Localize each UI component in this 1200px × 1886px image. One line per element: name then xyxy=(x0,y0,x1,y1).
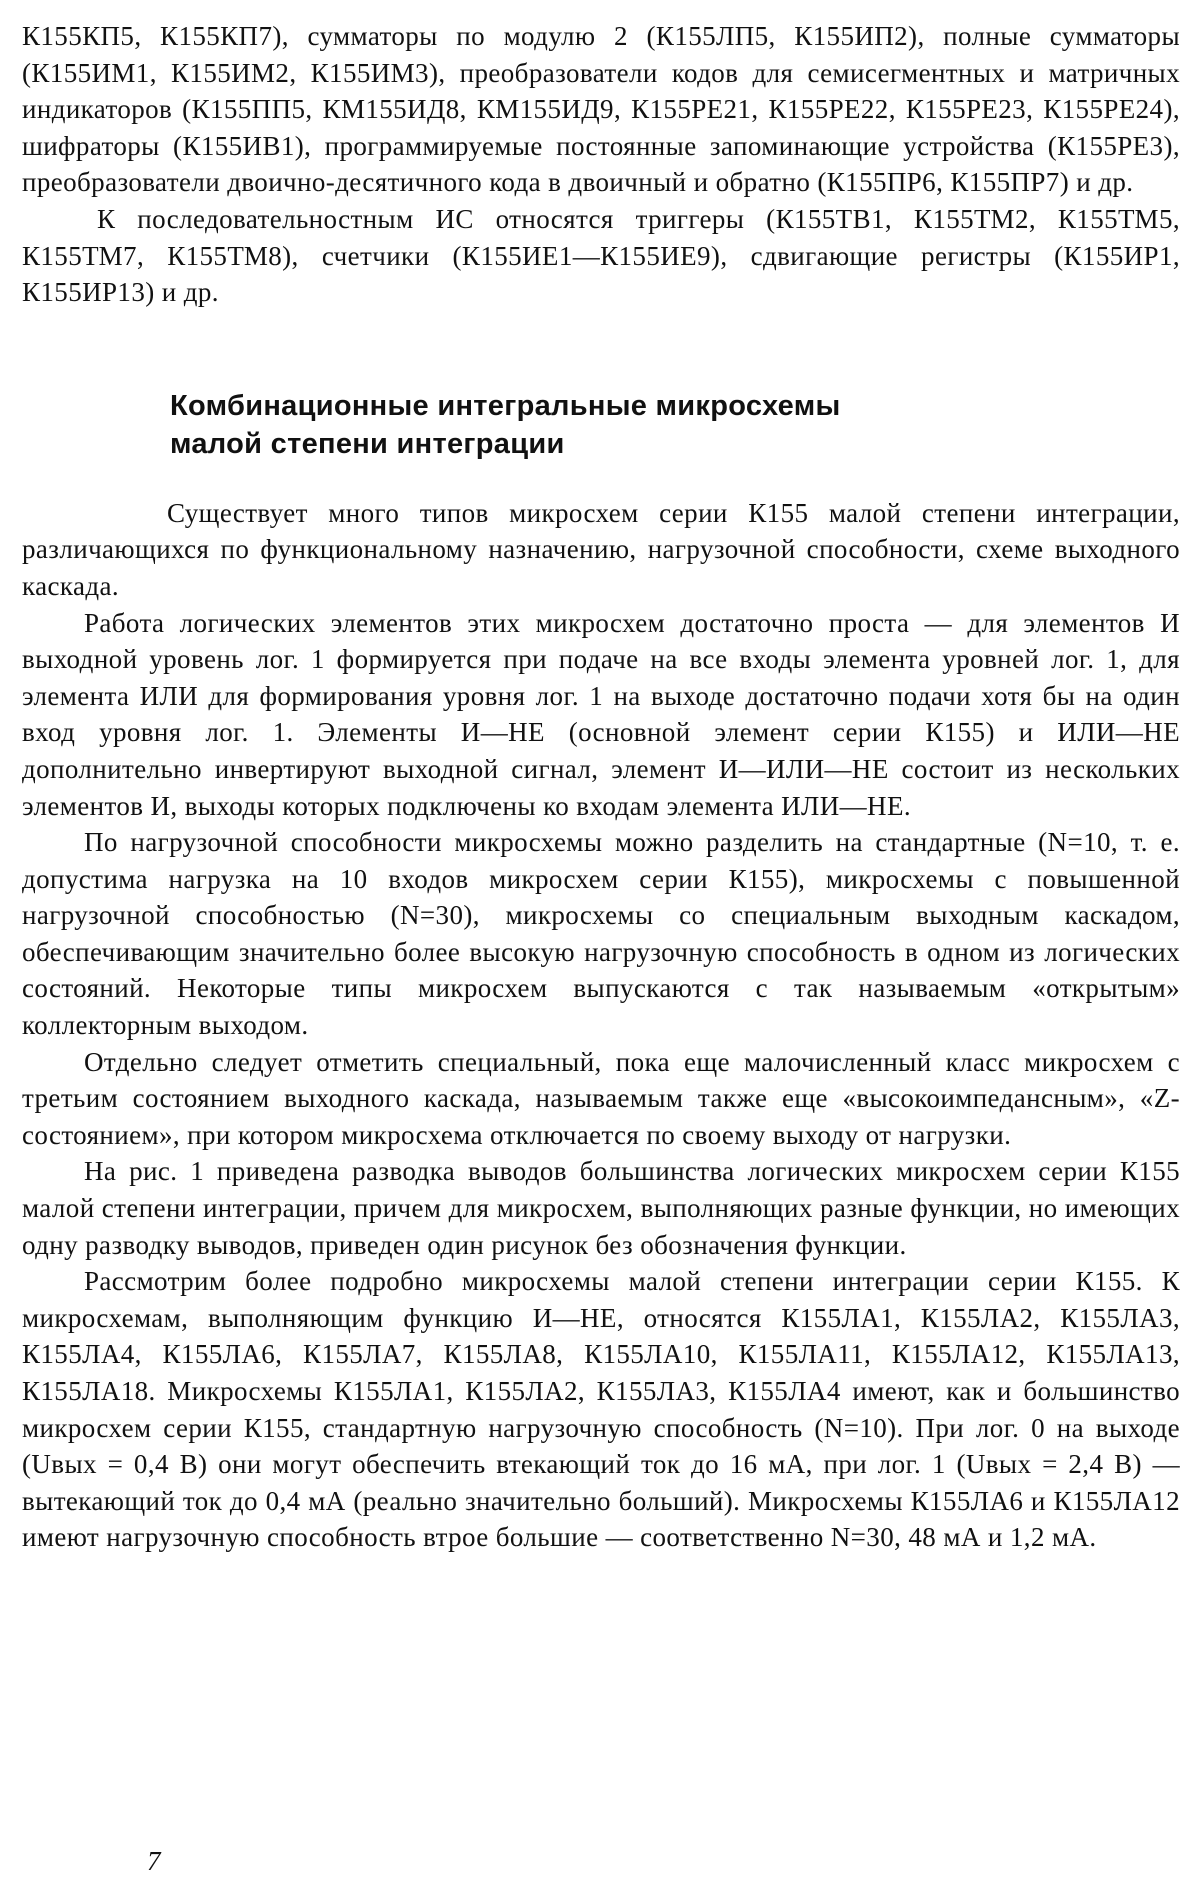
body-paragraph-4: Отдельно следует отметить специальный, пока еще малочисленный класс микросхем с третьим состоянием выходного каскада, называемым также еще «высокоимпедансным», «Z-состоянием», при котором микросхема отключается по своему выходу от нагрузки. xyxy=(22,1046,1180,1150)
section-heading-line-1: Комбинационные интегральные микросхемы xyxy=(170,389,841,422)
body-paragraph-5: На рис. 1 приведена разводка выводов большинства логических микросхем серии К155 малой степени интеграции, причем для микросхем, выполняющих разные функции, но имеющих одну разводку выводов, приведен один рисунок без обозначения функции. xyxy=(22,1156,1180,1260)
body-paragraph-3: По нагрузочной способности микросхемы можно разделить на стандартные (N=10, т. е. допустима нагрузка на 10 входов микросхем серии К155), микросхемы с повышенной нагрузочной способностью (N=30), микросхемы со специальным выходным каскадом, обеспечивающим значительно более высокую нагрузочную способность в одном из логических состояний. Некоторые типы микросхем выпускаются с так называемым «открытым» коллекторным выходом. xyxy=(22,827,1180,1041)
document-page xyxy=(22,18,1180,1556)
page-number: 7 xyxy=(147,1846,161,1876)
section-heading-line-2: малой степени интеграции xyxy=(170,427,565,460)
body-paragraph-6: Рассмотрим более подробно микросхемы малой степени интеграции серии К155. К микросхемам, выполняющим функцию И—НЕ, относятся К155ЛА1, К155ЛА2, К155ЛА3, К155ЛА4, К155ЛА6, К155ЛА7, К155ЛА8, К155ЛА10, К155ЛА11, К155ЛА12, К155ЛА13, К155ЛА18. Микросхемы К155ЛА1, К155ЛА2, К155ЛА3, К155ЛА4 имеют, как и большинство микросхем серии К155, стандартную нагрузочную способность (N=10). При лог. 0 на выходе (Uвых = 0,4 В) они могут обеспечить втекающий ток до 16 мА, при лог. 1 (Uвых = 2,4 В) — вытекающий ток до 0,4 мА (реально значительно больший). Микросхемы К155ЛА6 и К155ЛА12 имеют нагрузочную способность втрое большие — соответственно N=30, 48 мА и 1,2 мА. xyxy=(22,1266,1180,1553)
intro-paragraph-1: К155КП5, К155КП7), сумматоры по модулю 2 (К155ЛП5, К155ИП2), полные сумматоры (К155ИМ1, К155ИМ2, К155ИМ3), преобразователи кодов для семисегментных и матричных индикаторов (К155ПП5, КМ155ИД8, КМ155ИД9, К155РЕ21, К155РЕ22, К155РЕ23, К155РЕ24), шифраторы (К155ИВ1), программируемые постоянные запоминающие устройства (К155РЕ3), преобразователи двоично-десятичного кода в двоичный и обратно (К155ПР6, К155ПР7) и др. xyxy=(22,21,1180,198)
intro-paragraph-2: К последовательностным ИС относятся триггеры (К155ТВ1, К155ТМ2, К155ТМ5, К155ТМ7, К155ТМ8), счетчики (К155ИЕ1—К155ИЕ9), сдвигающие регистры (К155ИР1, К155ИР13) и др. xyxy=(22,203,1180,308)
body-paragraph-2: Работа логических элементов этих микросхем достаточно проста — для элементов И выходной уровень лог. 1 формируется при подаче на все входы элемента уровней лог. 1, для элемента ИЛИ для формирования уровня лог. 1 на выходе достаточно подачи хотя бы на один вход уровня лог. 1. Элементы И—НЕ (основной элемент серии К155) и ИЛИ—НЕ дополнительно инвертируют выходной сигнал, элемент И—ИЛИ—НЕ состоит из нескольких элементов И, выходы которых подключены ко входам элемента ИЛИ—НЕ. xyxy=(22,607,1180,821)
body-paragraph-1: Существует много типов микросхем серии К155 малой степени интеграции, различающихся по функциональному назначению, нагрузочной способности, схеме выходного каскада. xyxy=(22,497,1180,601)
section-heading xyxy=(170,387,1180,463)
